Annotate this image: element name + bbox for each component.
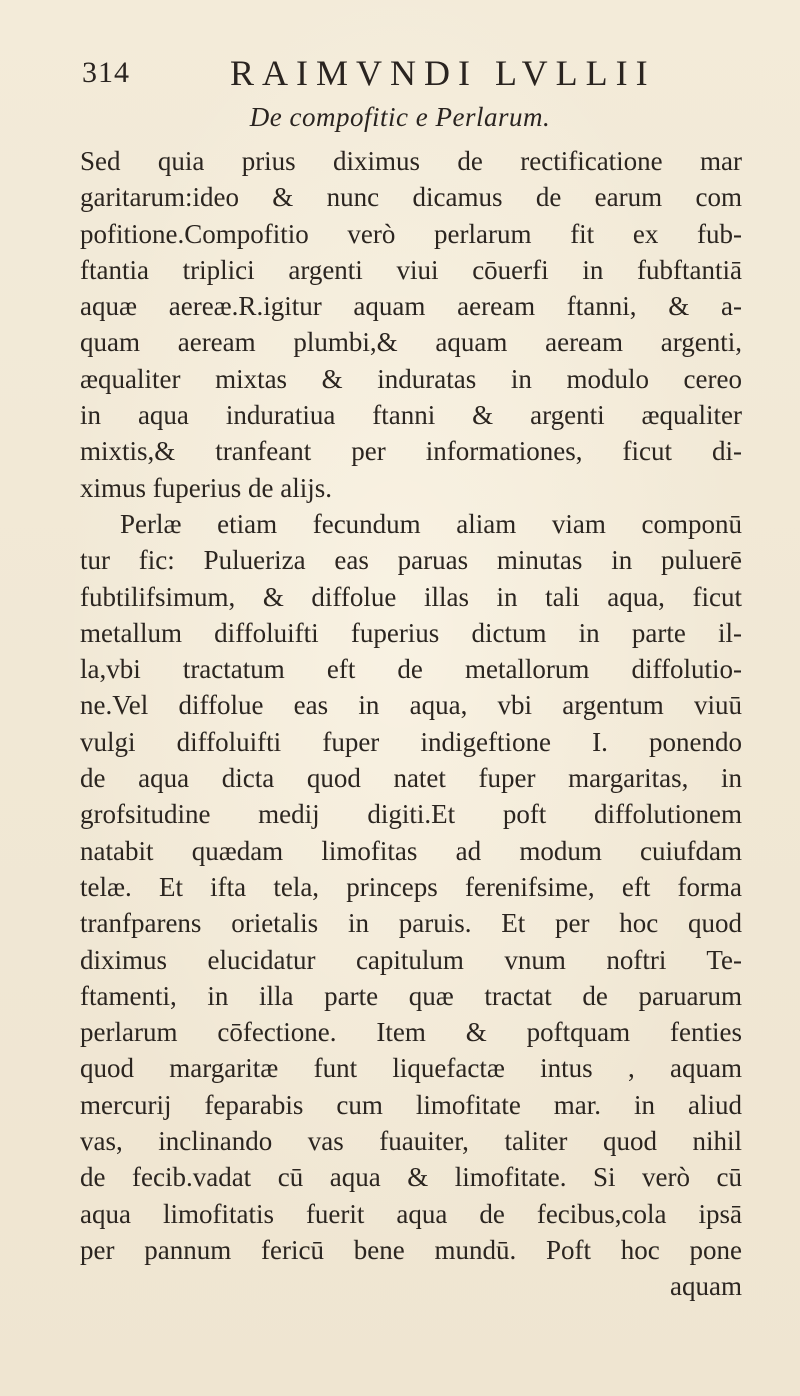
text-line: de aqua dicta quod natet fuper margaritas, in xyxy=(80,763,742,794)
text-line: ne.Vel diffolue eas in aqua, vbi argentum viuū xyxy=(80,690,742,721)
body-text xyxy=(80,143,742,1305)
text-line: metallum diffoluifti fuperius dictum in parte il- xyxy=(80,617,742,648)
text-line: vas, inclinando vas fuauiter, taliter quod nihil xyxy=(80,1126,742,1157)
text-line: la,vbi tractatum eft de metallorum diffolutio- xyxy=(80,654,742,685)
text-line: diximus elucidatur capitulum vnum noftri Te- xyxy=(80,944,742,975)
text-line: æqualiter mixtas & induratas in modulo cereo xyxy=(80,363,742,394)
text-line: pofitione.Compofitio verò perlarum fit ex fub- xyxy=(80,218,742,249)
text-line: quam aeream plumbi,& aquam aeream argenti, xyxy=(80,327,742,358)
page-number: 314 xyxy=(82,56,130,89)
text-line: telæ. Et ifta tela, princeps ferenifsime, eft forma xyxy=(80,871,742,902)
text-line: in aqua induratiua ftanni & argenti æqualiter xyxy=(80,400,742,431)
text-line: quod margaritæ funt liquefactæ intus , aquam xyxy=(80,1053,742,1084)
text-line: natabit quædam limofitas ad modum cuiufdam xyxy=(80,835,742,866)
text-line: grofsitudine medij digiti.Et poft diffolutionem xyxy=(80,799,742,830)
text-line: ftamenti, in illa parte quæ tractat de paruarum xyxy=(80,980,742,1011)
text-line: per pannum fericū bene mundū. Poft hoc pone xyxy=(80,1234,742,1265)
section-subtitle: De compofitic e Perlarum. xyxy=(249,102,551,132)
text-line: vulgi diffoluifti fuper indigeftione I. ponendo xyxy=(80,726,742,757)
catchword: aquam xyxy=(670,1271,742,1302)
paragraph-start-line: Perlæ etiam fecundum aliam viam componū xyxy=(120,508,742,539)
page-header xyxy=(82,50,722,94)
text-line: ximus fuperius de alijs. xyxy=(80,472,332,503)
text-line: aqua limofitatis fuerit aqua de fecibus,cola ipsā xyxy=(80,1198,742,1229)
text-line: Sed quia prius diximus de rectificatione mar xyxy=(80,146,742,176)
text-line: mercurij feparabis cum limofitate mar. in aliud xyxy=(80,1089,742,1120)
text-line: tur fic: Pulueriza eas paruas minutas in puluerē xyxy=(80,545,742,576)
text-line: tranfparens orietalis in paruis. Et per hoc quod xyxy=(80,908,742,939)
text-line: mixtis,& tranfeant per informationes, ficut di- xyxy=(80,436,742,467)
text-line: garitarum:ideo & nunc dicamus de earum com xyxy=(80,182,742,213)
text-line: aquæ aereæ.R.igitur aquam aeream ftanni, & a- xyxy=(80,291,742,322)
text-line: de fecib.vadat cū aqua & limofitate. Si verò cū xyxy=(80,1162,742,1193)
text-line: perlarum cōfectione. Item & poftquam fenties xyxy=(80,1017,742,1048)
running-head: RAIMVNDI LVLLII xyxy=(230,53,656,93)
text-line: fubtilifsimum, & diffolue illas in tali aqua, ficut xyxy=(80,581,742,612)
text-line: ftantia triplici argenti viui cōuerfi in fubftantiā xyxy=(80,254,742,285)
